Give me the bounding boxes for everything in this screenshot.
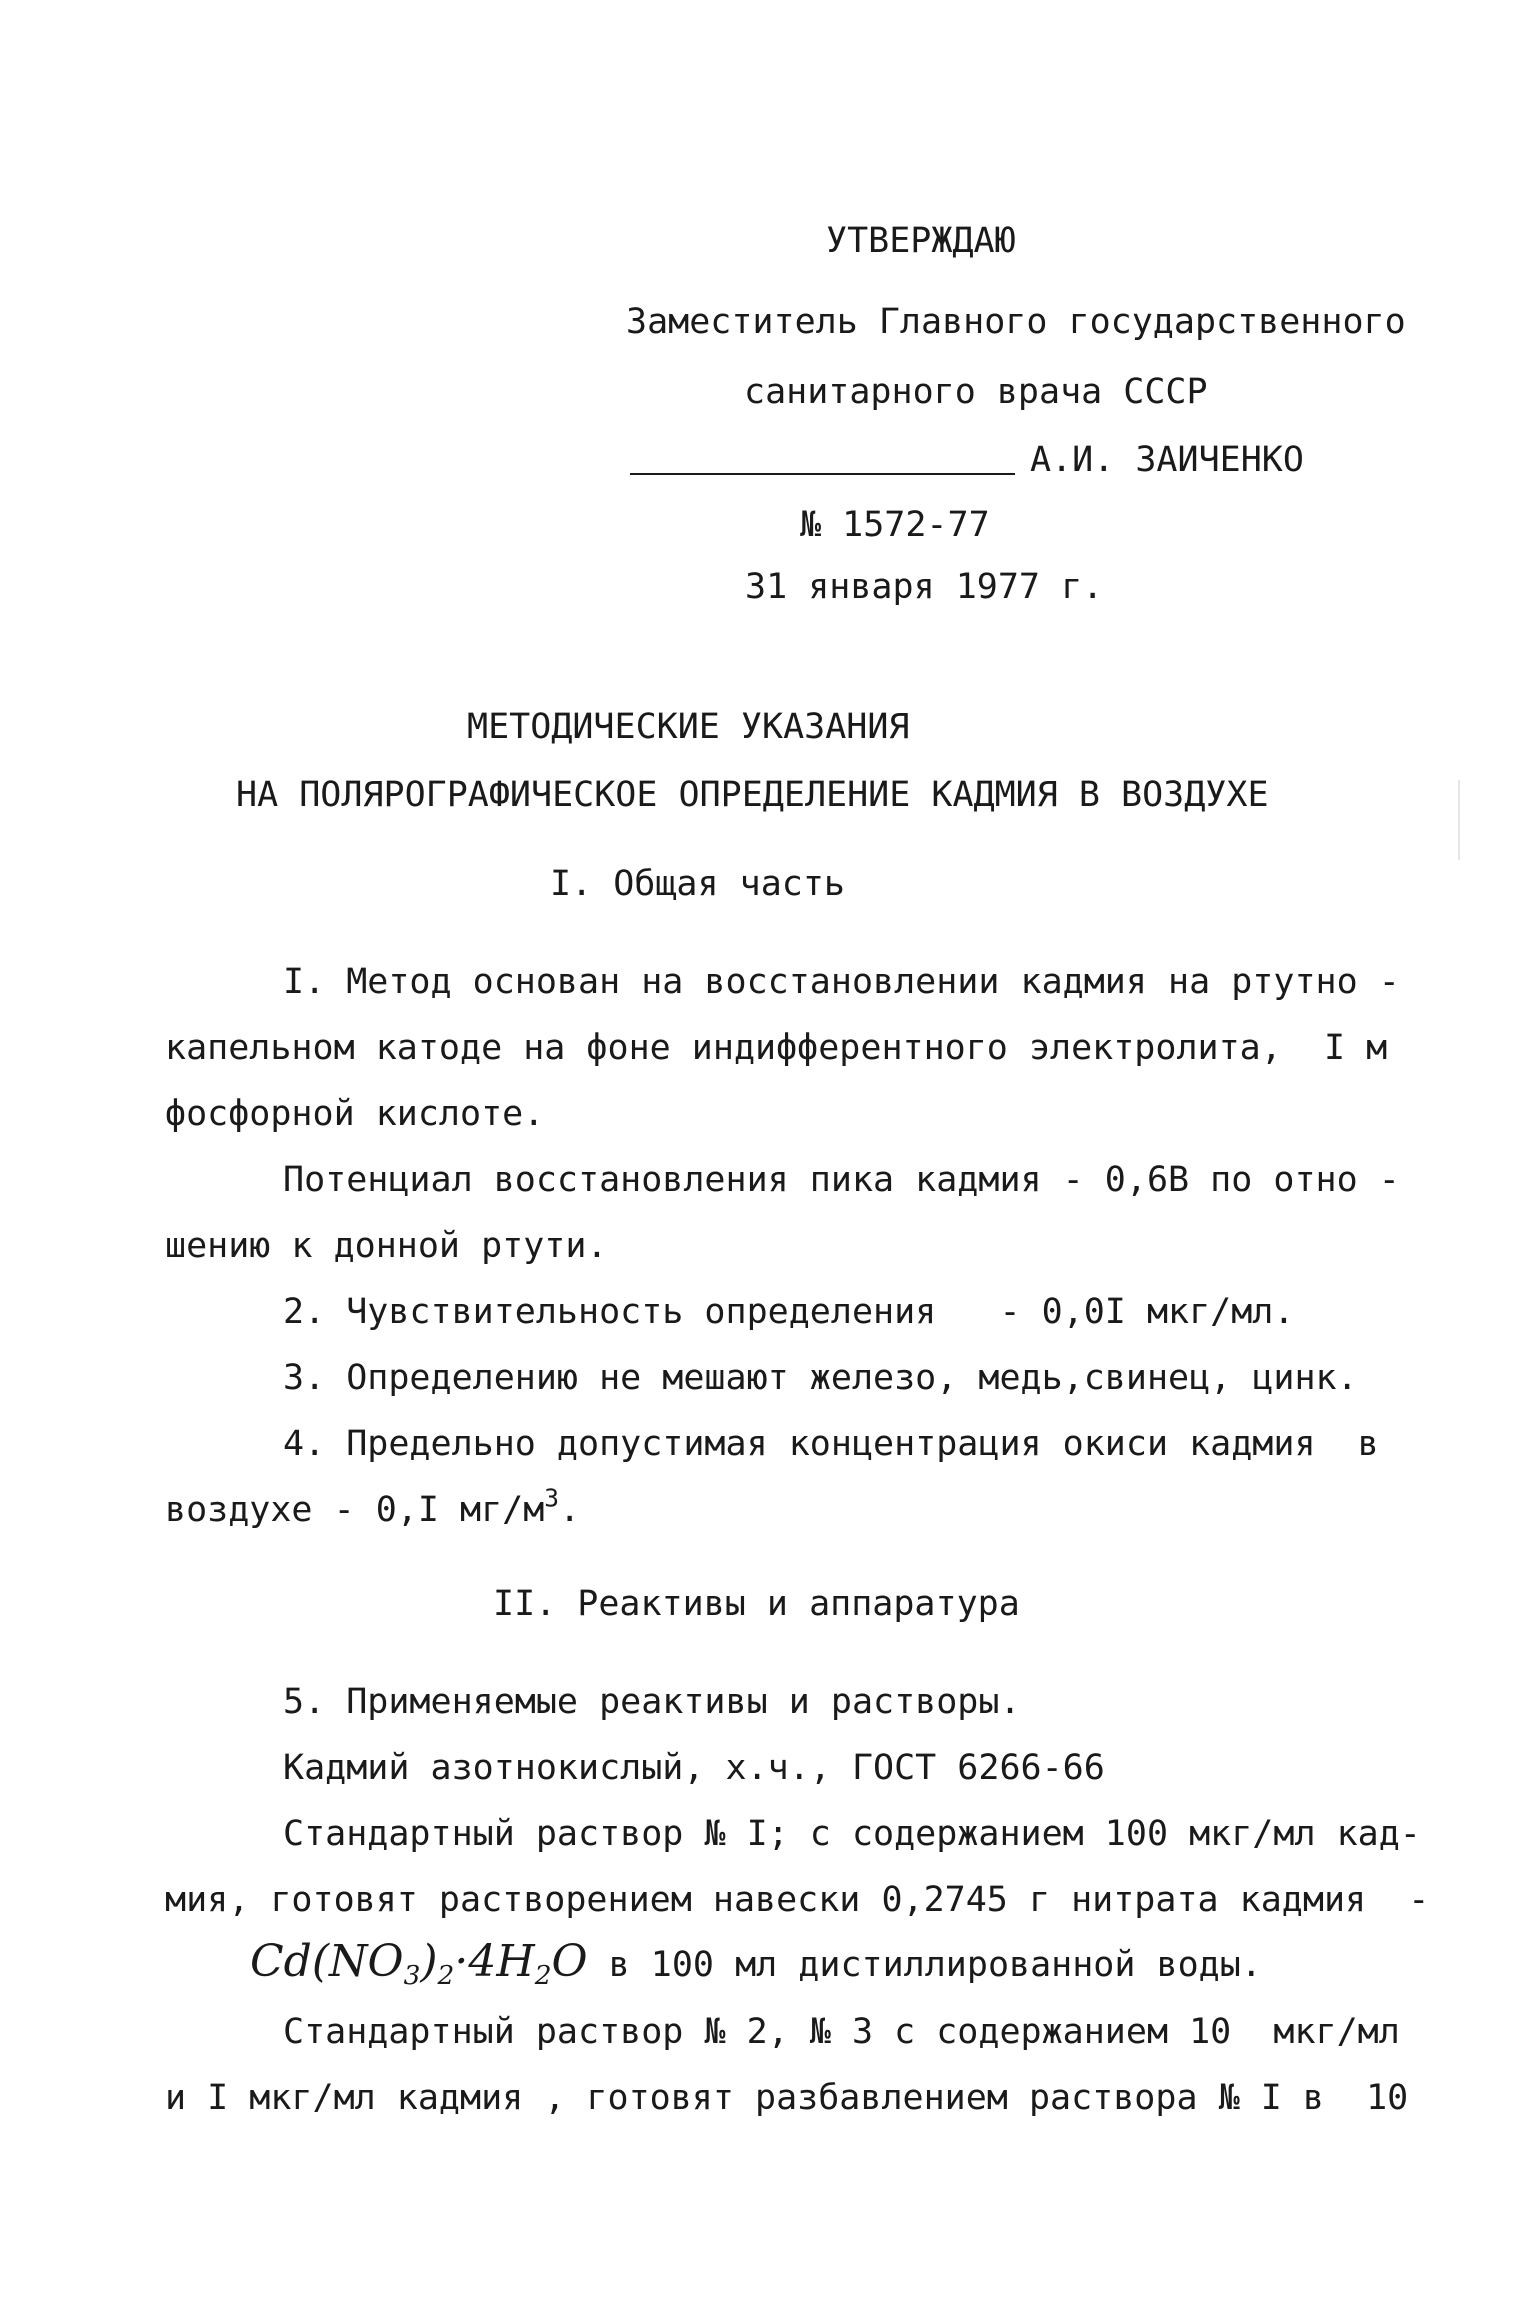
- section2-heading: II. Реактивы и аппаратура: [493, 1584, 1020, 1624]
- item-interference: 3. Определению не мешают железо, медь,свинец, цинк.: [283, 1358, 1358, 1398]
- paragraph1-line3: фосфорной кислоте.: [165, 1094, 545, 1134]
- item-reagents: 5. Применяемые реактивы и растворы.: [283, 1682, 1021, 1722]
- approval-position-line2: санитарного врача СССР: [744, 372, 1208, 412]
- formula-sub1: 3: [403, 1959, 421, 1991]
- standard1-line2: мия, готовят растворением навески 0,2745 г нитрата кадмия -: [165, 1880, 1430, 1920]
- item-mac-text: воздухе - 0,I мг/м: [165, 1490, 545, 1530]
- item-mac-line1: 4. Предельно допустимая концентрация окиси кадмия в: [283, 1424, 1379, 1464]
- formula-part4: O: [551, 1936, 588, 1987]
- approval-heading: УТВЕРЖДАЮ: [826, 221, 1016, 261]
- item-mac-superscript: 3: [544, 1483, 560, 1513]
- approval-signatory: А.И. ЗАИЧЕНКО: [1030, 440, 1304, 480]
- handwritten-formula: [250, 1936, 588, 1991]
- formula-part2: ): [420, 1936, 438, 1987]
- standard1-line3-text: в 100 мл дистиллированной воды.: [587, 1945, 1262, 1985]
- reagent-cadmium-nitrate: Кадмий азотнокислый, х.ч., ГОСТ 6266-66: [283, 1748, 1105, 1788]
- formula-sub3: 2: [534, 1959, 552, 1991]
- signature-line: [630, 473, 1015, 475]
- item-mac-line2: [165, 1483, 581, 1530]
- paragraph2-line1: Потенциал восстановления пика кадмия - 0,6В по отно -: [283, 1160, 1400, 1200]
- scan-artifact: [1458, 780, 1460, 860]
- title-line1: МЕТОДИЧЕСКИЕ УКАЗАНИЯ: [467, 707, 910, 747]
- paragraph2-line2: шению к донной ртути.: [165, 1226, 608, 1266]
- paragraph1-line2: капельном катоде на фоне индифферентного электролита, I м: [165, 1028, 1388, 1068]
- approval-number: № 1572-77: [800, 505, 990, 545]
- section1-heading: I. Общая часть: [550, 864, 846, 904]
- standard2-line2: и I мкг/мл кадмия , готовят разбавлением раствора № I в 10: [165, 2078, 1409, 2118]
- item-mac-period: .: [559, 1490, 581, 1530]
- item-sensitivity: 2. Чувствительность определения - 0,0I мкг/мл.: [283, 1292, 1295, 1332]
- standard1-line1: Стандартный раствор № I; с содержанием 100 мкг/мл кад-: [283, 1814, 1421, 1854]
- title-line2: НА ПОЛЯРОГРАФИЧЕСКОЕ ОПРЕДЕЛЕНИЕ КАДМИЯ В ВОЗДУХЕ: [236, 775, 1269, 815]
- standard2-line1: Стандартный раствор № 2, № 3 с содержанием 10 мкг/мл: [283, 2012, 1400, 2052]
- formula-sub2: 2: [437, 1959, 455, 1991]
- approval-position-line1: Заместитель Главного государственного: [626, 302, 1406, 342]
- approval-date: 31 января 1977 г.: [745, 567, 1104, 607]
- formula-part1: Cd(NO: [250, 1936, 404, 1987]
- paragraph1-line1: I. Метод основан на восстановлении кадмия на ртутно -: [283, 962, 1400, 1002]
- standard1-line3: [250, 1936, 1262, 1991]
- formula-part3: ·4H: [454, 1936, 535, 1987]
